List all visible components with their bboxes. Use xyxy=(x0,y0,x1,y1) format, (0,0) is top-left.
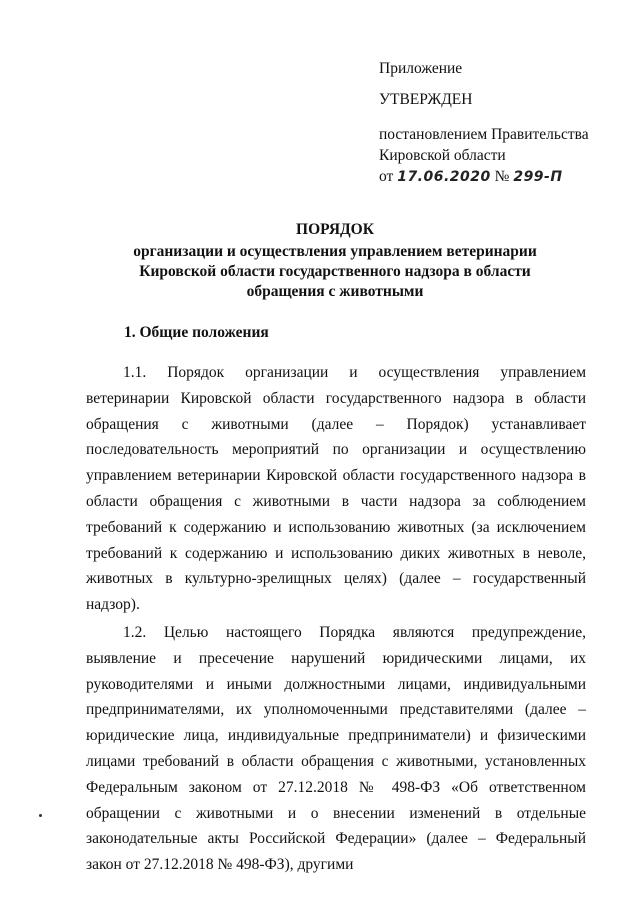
number-prefix: № xyxy=(494,168,510,185)
document-heading xyxy=(90,220,580,302)
appendix-label: Приложение xyxy=(379,60,463,77)
document-body xyxy=(86,360,586,880)
approved-label: УТВЕРЖДЕН xyxy=(379,91,473,108)
decree-date-number xyxy=(379,166,619,188)
paragraph-1-1: 1.1. Порядок организации и осуществления управлением ветеринарии Кировской области государственного надзора в области обращения с животными (далее – Порядок) устанавливает последовательность мероприятий по организации и осуществлению управлением ветеринарии Кировской области государственного надзора в области обращения с животными в части надзора за соблюдением требований к содержанию и использованию животных (за исключением требований к содержанию и использованию диких животных в неволе, животных в культурно-зрелищных целях) (далее – государственный надзор). xyxy=(86,364,586,614)
decree-line-1: постановлением Правительства xyxy=(379,126,589,143)
date-prefix: от xyxy=(379,168,394,185)
handwritten-date: 17.06.2020 xyxy=(397,169,491,185)
section-title: 1. Общие положения xyxy=(124,324,269,341)
document-subtitle-line-2: Кировской области государственного надзора в области xyxy=(139,263,531,280)
handwritten-number: 299-П xyxy=(513,169,563,185)
document-subtitle-line-1: организации и осуществления управлением ветеринарии xyxy=(133,243,537,260)
document-subtitle-line-3: обращения с животными xyxy=(246,283,424,300)
document-title: ПОРЯДОК xyxy=(296,221,374,238)
paragraph-1-2: 1.2. Целью настоящего Порядка являются предупреждение, выявление и пресечение нарушений юридическими лицами, их руководителями и иными должностными лицами, индивидуальными предпринимателями, их уполномоченными представителями (далее – юридические лица, индивидуальные предприниматели) и физическими лицами требований в области обращения с животными, установленных Федеральным законом от 27.12.2018 № 498-ФЗ «Об ответственном обращении с животными и о внесении изменений в отдельные законодательные акты Российской Федерации» (далее – Федеральный закон от 27.12.2018 № 498-ФЗ), другими xyxy=(86,623,586,874)
decree-line-2: Кировской области xyxy=(379,147,506,164)
scan-speck xyxy=(39,814,42,817)
approval-block xyxy=(379,58,619,188)
